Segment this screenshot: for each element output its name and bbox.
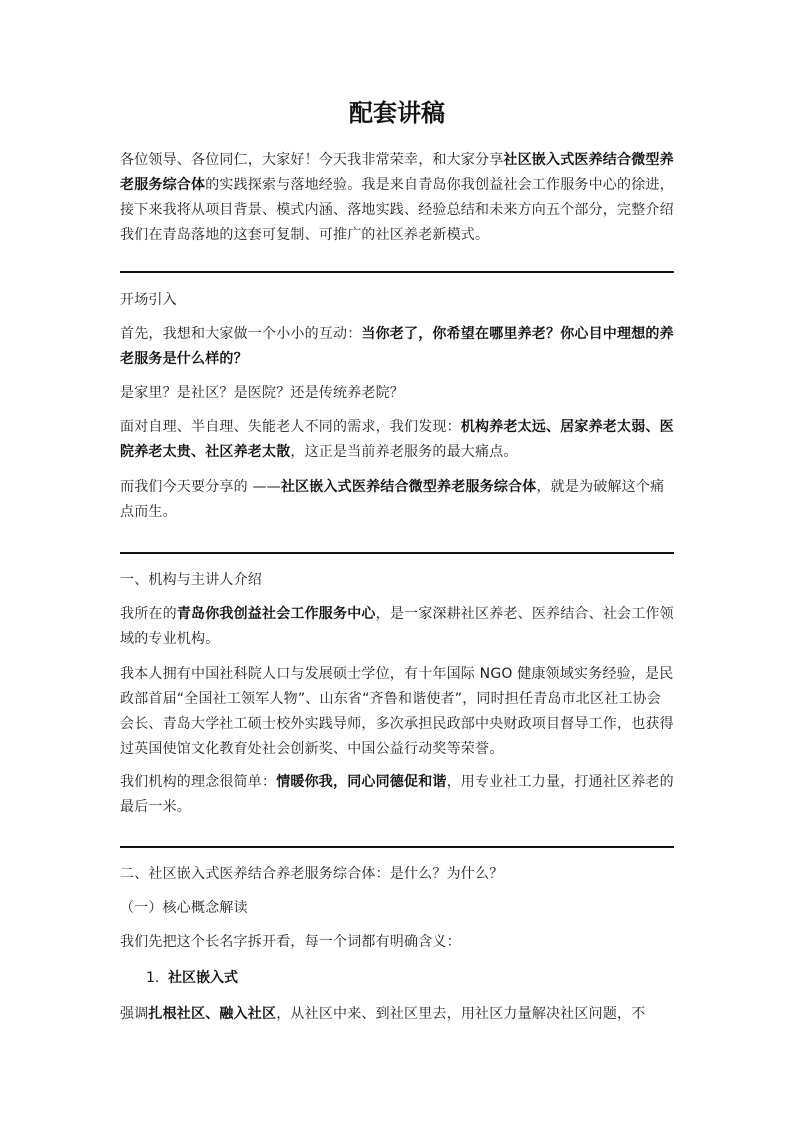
opening-heading: 开场引入 [120,292,177,308]
section-divider [120,846,674,848]
section2-subheading: （一）核心概念解读 [120,900,248,916]
section1-paragraph-org: 我所在的青岛你我创益社会工作服务中心，是一家深耕社区养老、医养结合、社会工作领域的专业机构。 [120,606,674,647]
section2-paragraph-embedded: 强调扎根社区、融入社区，从社区中来、到社区里去，用社区力量解决社区问题，不 [120,1006,646,1022]
highlight-solution: 社区嵌入式医养结合微型养老服务综合体 [280,479,537,495]
opening-paragraph-interaction: 首先，我想和大家做一个小小的互动：当你老了，你希望在哪里养老？你心目中理想的养老服务是什么样的？ [120,326,674,367]
section2-heading: 二、社区嵌入式医养结合养老服务综合体：是什么？为什么？ [120,866,504,882]
section-divider [120,271,674,273]
list-item-number: 1. [146,970,160,986]
highlight-question: 当你老了，你希望在哪里养老？你心目中理想的养老服务是什么样的？ [120,326,674,367]
highlight-painpoints: 机构养老太远、居家养老太弱、医院养老太贵、社区养老太散 [120,419,674,460]
opening-paragraph-solution: 而我们今天要分享的 ——社区嵌入式医养结合微型养老服务综合体，就是为破解这个痛点而生。 [120,479,665,520]
highlight-philosophy: 情暖你我，同心同德促和谐 [276,774,447,790]
section2-paragraph-intro: 我们先把这个长名字拆开看，每一个词都有明确含义： [120,934,461,950]
opening-paragraph-options: 是家里？是社区？是医院？还是传统养老院？ [120,385,404,401]
intro-paragraph: 各位领导、各位同仁，大家好！今天我非常荣幸，和大家分享社区嵌入式医养结合微型养老服务综合体的实践探索与落地经验。我是来自青岛你我创益社会工作服务中心的徐进，接下来我将从项目背景、模式内涵、落地实践、经验总结和未来方向五个部分，完整介绍我们在青岛落地的这套可复制、可推广的社区养老新模式。 [120,152,674,243]
section-divider [120,552,674,554]
section1-paragraph-philosophy: 我们机构的理念很简单：情暖你我，同心同德促和谐，用专业社工力量，打通社区养老的最后一米。 [120,774,674,815]
opening-paragraph-painpoints: 面对自理、半自理、失能老人不同的需求，我们发现：机构养老太远、居家养老太弱、医院养老太贵、社区养老太散，这正是当前养老服务的最大痛点。 [120,419,674,460]
highlight-model-name: 社区嵌入式医养结合微型养老服务综合体 [120,152,674,193]
section1-heading: 一、机构与主讲人介绍 [120,572,262,588]
list-item [146,966,238,991]
document-title: 配套讲稿 [349,99,445,127]
section1-paragraph-speaker: 我本人拥有中国社科院人口与发展硕士学位，有十年国际 NGO 健康领域实务经验，是民政部首届“全国社工领军人物”、山东省“齐鲁和谐使者”，同时担任青岛市北区社工协会会长、青岛大学社工硕士校外实践导师，多次承担民政部中央财政项目督导工作，也获得过英国使馆文化教育处社会创新奖、中国公益行动奖等荣誉。 [120,666,674,757]
highlight-rooted: 扎根社区、融入社区 [148,1006,277,1022]
highlight-org-name: 青岛你我创益社会工作服务中心 [176,606,376,622]
list-item-label: 社区嵌入式 [168,970,238,986]
